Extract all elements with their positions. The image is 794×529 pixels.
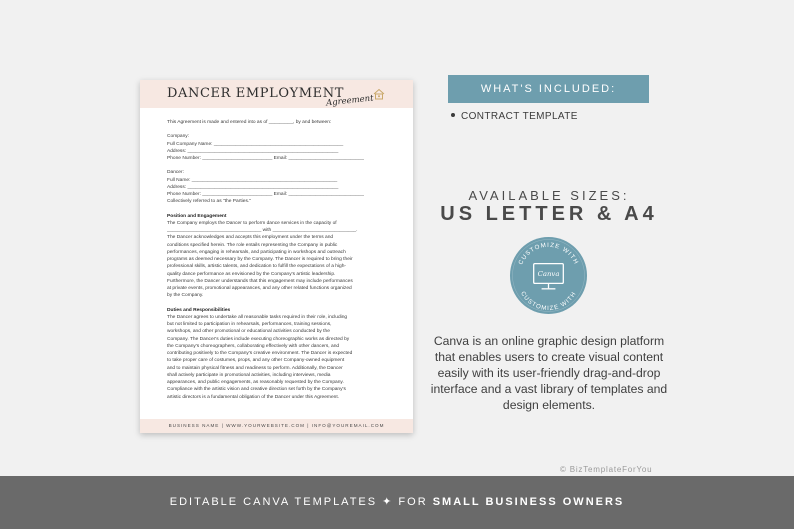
bottom-banner (0, 476, 794, 529)
document-text-line: to take proper care of costumes, props, and any other Company-owned equipment (167, 358, 345, 364)
document-text-line: programs as deemed necessary by the Company. The Dancer is required to bring their (167, 257, 353, 262)
document-text-line: Address: ________________________________________________________ (167, 148, 339, 154)
document-text-line: Address: ________________________________________________________ (167, 184, 339, 190)
document-spacer (167, 162, 387, 169)
document-script-subtitle: Agreement (325, 93, 375, 109)
document-text-line: Collectively referred to as "the Parties." (167, 199, 251, 205)
document-text-line: This Agreement is made and entered into as of _________, by and between: (167, 120, 332, 125)
document-title: DANCER EMPLOYMENT (167, 86, 345, 101)
canva-description: Canva is an online graphic design platform that enables users to create visual content easily with its user-friendly drag-and-drop interface and a vast library of templates and design elements. (430, 334, 668, 412)
available-sizes-label: AVAILABLE SIZES: (468, 188, 630, 203)
document-text-line: Full Name: ______________________________________________________ (167, 177, 338, 183)
whats-included-banner: WHAT'S INCLUDED: (448, 75, 649, 103)
document-text-line: Furthermore, the Dancer understands that this engagement may include performances (167, 278, 353, 284)
document-spacer (167, 206, 387, 213)
document-text-line: artistic directors is a fundamental obligation of the Dancer under this Agreement. (167, 394, 340, 400)
bullet-icon (451, 113, 455, 117)
document-text-line: Dancer: (167, 170, 184, 176)
document-text-line: quality dance performance as envisioned by the Company's artistic leadership. (167, 271, 336, 277)
document-text-line: The Dancer acknowledges and accepts this employment under the terms and (167, 235, 334, 241)
included-item (451, 111, 578, 122)
document-text-line: Compliance with the artistic vision and creative direction set forth by the Company's (167, 387, 346, 393)
document-footer: BUSINESS NAME | WWW.YOURWEBSITE.COM | INFO@YOUREMAIL.COM (140, 419, 413, 433)
document-text-line: Full Company Name: ________________________________________________ (167, 141, 344, 147)
document-text-line: conditions specified herein. The role entails representing the Company in public (167, 242, 338, 248)
document-spacer (167, 126, 387, 133)
document-text-line: Company. The Dancer's duties include executing choreographic works as directed by (167, 336, 350, 342)
document-text-line: The Company employs the Dancer to perform dance services in the capacity of (167, 220, 337, 226)
document-text-line: and to maintain physical fitness and readiness to perform. Additionally, the Dancer (167, 365, 343, 371)
document-body (167, 119, 387, 401)
house-logo-icon (372, 88, 386, 100)
document-section-heading: Position and Engagement (167, 213, 227, 219)
badge-top-text: CUSTOMIZE WITH (517, 241, 580, 266)
document-text-line: contributing positively to the Company's creative environment. The Dancer is expected (167, 351, 353, 356)
bottom-banner-bold: SMALL BUSINESS OWNERS (432, 496, 625, 508)
badge-screen-text: Canva (537, 269, 560, 278)
document-text-line: at private events, promotional appearances, and any other related functions organized (167, 286, 352, 291)
document-text-line: the Company's choreographers, collaborating effectively with other dancers, and (167, 343, 340, 349)
document-text-line: Phone Number: __________________________ Email: ____________________________ (167, 192, 364, 197)
document-section-heading: Duties and Responsibilities (167, 307, 231, 313)
copyright-text: © BizTemplateForYou (560, 465, 653, 474)
bottom-banner-regular: EDITABLE CANVA TEMPLATES ✦ FOR (169, 496, 428, 508)
document-text-line: professional skills, artistic talents, and dedication to fulfill the expectations of a high- (167, 264, 347, 270)
document-preview (140, 80, 413, 433)
document-text-line: Company: (167, 134, 190, 140)
included-item-label: CONTRACT TEMPLATE (461, 111, 578, 122)
document-text-line: appearances, and public engagements, as reasonably requested by the Company. (167, 380, 344, 385)
document-text-line: shall actively participate in promotional activities, including interviews, media (167, 372, 331, 378)
badge-bottom-text: CUSTOMIZE WITH (519, 290, 578, 313)
document-text-line: ___________________________________ with _______________________________. (167, 228, 358, 233)
document-text-line: workshops, and other promotional or educational activities conducted by the (167, 329, 330, 335)
document-text-line: by the Company. (167, 293, 204, 299)
available-sizes-value: US LETTER & A4 (440, 203, 658, 225)
document-text-line: The Dancer agrees to undertake all reasonable tasks required in their role, including (167, 314, 348, 320)
document-text-line: performances, engaging in rehearsals, and participating in workshops and outreach (167, 249, 346, 255)
document-text-line: Phone Number: __________________________ Email: ____________________________ (167, 156, 364, 161)
customize-with-canva-badge (509, 236, 588, 315)
document-spacer (167, 300, 387, 307)
document-text-line: but not limited to participation in rehearsals, performances, training sessions, (167, 322, 332, 327)
